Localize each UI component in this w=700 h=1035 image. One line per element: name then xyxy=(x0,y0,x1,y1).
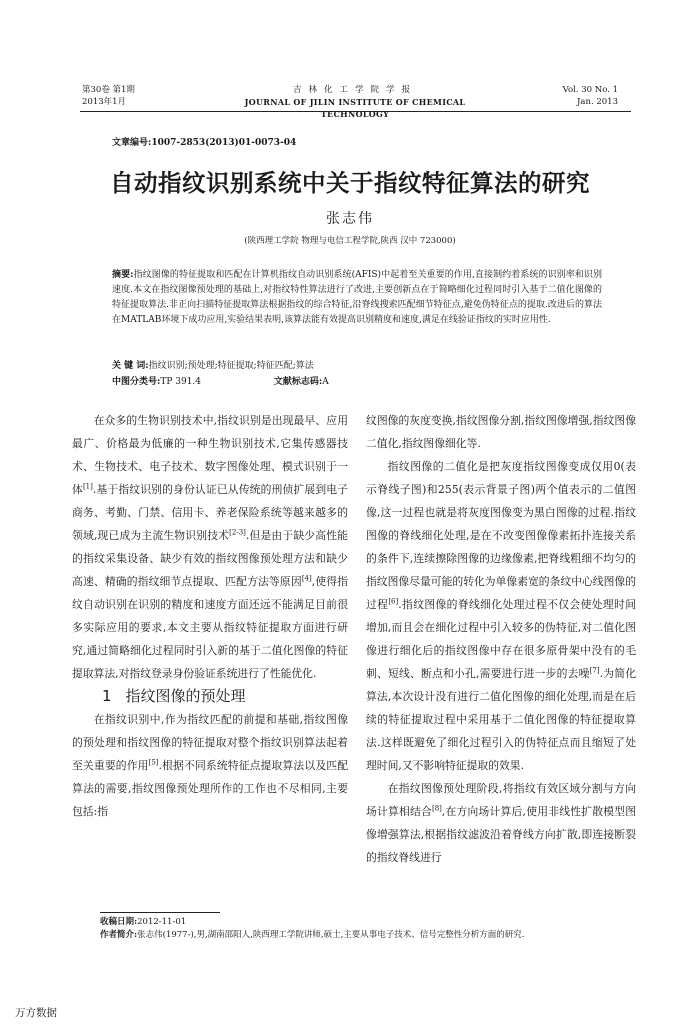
received-date: 收稿日期:2012-11-01 xyxy=(100,917,187,927)
article-number-value: 1007-2853(2013)01-0073-04 xyxy=(151,138,297,148)
body-paragraph: 在指纹识别中,作为指纹匹配的前提和基础,指纹图像的预处理和指纹图像的特征提取对整个指纹识别算法起着至关重要的作用[5].根据不同系统特征点提取算法以及匹配算法的需要,指纹图像预处理所作的工作也不尽相同,主要包括:指 xyxy=(72,713,348,818)
author-name: 张志伟 xyxy=(326,211,374,227)
running-header-right xyxy=(518,84,618,108)
running-header-center xyxy=(220,84,490,120)
journal-name-en: JOURNAL OF JILIN INSTITUTE OF CHEMICAL TECHNOLOGY xyxy=(244,97,466,119)
abstract-text: 指纹图像的特征提取和匹配在计算机指纹自动识别系统(AFIS)中起着至关重要的作用,直接制约着系统的识别率和识别速度.本文在指纹图像预处理的基础上,对指纹特性算法进行了改进,主要创新点在于简略细化过程同时引入基于二值化图像的特征提取算法.非正向扫描特征提取算法根据指纹的综合特征,沿脊线搜索匹配细节特征点,避免伪特征点的提取.改进后的算法在MATLAB环境下成功应用,实验结果表明,该算法能有效提高识别精度和速度,满足在线验证指纹的实时应用性. xyxy=(112,270,602,325)
author-affiliation: (陕西理工学院 物理与电信工程学院,陕西 汉中 723000) xyxy=(244,236,456,246)
watermark: 万方数据 xyxy=(15,1007,57,1019)
citation: [7] xyxy=(589,666,600,675)
citation: [4] xyxy=(301,574,312,583)
body-paragraph: 在众多的生物识别技术中,指纹识别是出现最早、应用最广、价格最为低廉的一种生物识别技术,它集传感器技术、生物技术、电子技术、数字图像处理、模式识别于一体[1].基于指纹识别的身份认证已从传统的刑侦扩展到电子商务、考勤、门禁、信用卡、养老保险系统等越来越多的领域,现已成为主流生物识别技术[2-3].但是由于缺少高性能的指纹采集设备、缺少有效的指纹图像预处理方法和缺少高速、精确的指纹细节点提取、匹配方法等原因[4],使得指纹自动识别在识别的精度和速度方面还远不能满足目前很多实际应用的要求,本文主要从指纹特征提取方面进行研究,通过简略细化过程同时引入新的基于二值化图像的特征提取算法,对指纹登录身份验证系统进行了性能优化. xyxy=(72,414,349,680)
article-number xyxy=(112,135,296,148)
issue-date: 2013年1月 xyxy=(82,97,127,107)
footnote xyxy=(100,916,635,942)
citation: [1] xyxy=(82,482,93,491)
class-label: 中图分类号: xyxy=(112,377,161,387)
citation: [6] xyxy=(388,597,399,606)
journal-name-cn: 吉林化工学院学报 xyxy=(292,85,417,95)
volume-issue: 第30卷 第1期 xyxy=(82,85,135,95)
body-paragraph: 在指纹图像预处理阶段,将指纹有效区域分割与方向场计算相结合[8],在方向场计算后,使用非线性扩散模型图像增强算法,根据指纹滤波沿着脊线方向扩散,即连接断裂的指纹脊线进行 xyxy=(366,782,636,864)
keywords-text: 指纹识别;预处理;特征提取;特征匹配;算法 xyxy=(148,361,314,371)
section-title: 指纹图像的预处理 xyxy=(125,687,246,705)
keywords-label: 关 键 词: xyxy=(112,361,149,371)
classification xyxy=(112,375,602,390)
class-number: TP 391.4 xyxy=(160,377,202,387)
citation: [8] xyxy=(432,804,442,813)
body-paragraph: 指纹图像的二值化是把灰度指纹图像变成仅用0(表示脊线子图)和255(表示背景子图)两个值表示的二值图像,这一过程也就是将灰度图像变为黑白图像的过程.指纹图像的脊线细化处理,是在不改变图像像素拓扑连接关系的条件下,连续擦除图像的边缘像素,把脊线粗细不均匀的指纹图像尽量可能的转化为单像素宽的条纹中心线图像的过程[6].指纹图像的脊线细化处理过程不仅会使处理时间增加,而且会在细化过程中引入较多的伪特征,对二值化图像进行细化后的指纹图像中存在很多原骨架中没有的毛刺、短线、断点和小孔,需要进行进一步的去噪[7].为简化算法,本次设计没有进行二值化图像的细化处理,而是在后续的特征提取过程中采用基于二值化图像的特征提取算法.这样既避免了细化过程引入的伪特征点而且缩短了处理时间,又不影响特征提取的效果. xyxy=(366,460,637,772)
keywords xyxy=(112,359,602,374)
body-column-right xyxy=(366,409,636,869)
paper-title: 自动指纹识别系统中关于指纹特征算法的研究 xyxy=(110,169,590,197)
doc-code: A xyxy=(322,377,329,387)
body-paragraph: 纹图像的灰度变换,指纹图像分割,指纹图像增强,指纹图像二值化,指纹图像细化等. xyxy=(366,414,636,450)
body-column-left xyxy=(72,409,348,823)
citation: [5] xyxy=(148,758,159,767)
section-number: 1 xyxy=(102,687,112,705)
doc-code-label: 文献标志码: xyxy=(273,377,323,387)
citation: [2-3] xyxy=(229,528,246,537)
author-bio: 作者简介:张志伟(1977-),男,湖南邵阳人,陕西理工学院讲师,硕士,主要从事电子技术、信号完整性分析方面的研究. xyxy=(100,930,525,940)
volume-issue-en: Vol. 30 No. 1 xyxy=(562,85,618,95)
abstract-label: 摘要: xyxy=(112,270,134,280)
running-header-left xyxy=(82,84,202,108)
issue-date-en: Jan. 2013 xyxy=(577,97,618,107)
abstract xyxy=(112,268,602,328)
footnote-divider xyxy=(100,912,220,913)
header-divider xyxy=(80,111,631,112)
section-heading xyxy=(72,685,348,708)
article-number-label: 文章编号: xyxy=(112,138,152,148)
